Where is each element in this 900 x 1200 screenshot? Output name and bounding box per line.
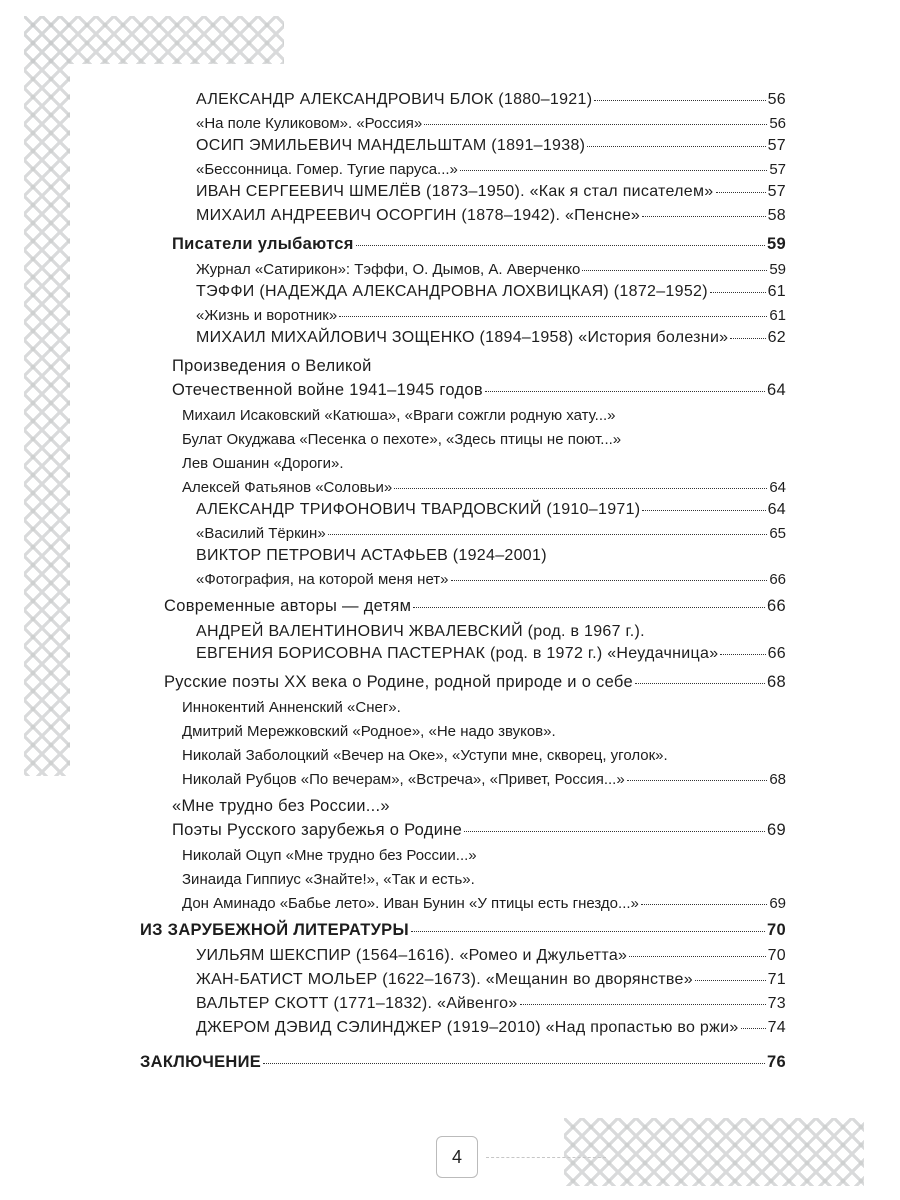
toc-entry-page: 66 (767, 597, 786, 615)
toc-entry-page: 66 (769, 571, 786, 588)
toc-entry (196, 284, 786, 300)
toc-leader-dots (635, 683, 765, 684)
embroidery-ornament-bottom (564, 1118, 864, 1186)
toc-entry (196, 948, 786, 964)
toc-entry-title: МИХАИЛ МИХАЙЛОВИЧ ЗОЩЕНКО (1894–1958) «История болезни» (196, 329, 729, 346)
toc-entry-title: Николай Оцуп «Мне трудно без России...» (182, 847, 477, 864)
toc-entry (182, 724, 786, 739)
toc-entry-page: 76 (767, 1053, 786, 1071)
toc-leader-dots (730, 338, 765, 339)
toc-leader-dots (424, 124, 767, 125)
page-number: 4 (436, 1136, 478, 1178)
toc-entry (196, 572, 786, 587)
toc-entry-title: Николай Рубцов «По вечерам», «Встреча», «Привет, Россия...» (182, 771, 625, 788)
toc-entry-title: ОСИП ЭМИЛЬЕВИЧ МАНДЕЛЬШТАМ (1891–1938) (196, 137, 586, 154)
toc-entry (196, 502, 786, 518)
embroidery-ornament-left (24, 16, 70, 776)
toc-entry (196, 208, 786, 224)
toc-entry (172, 798, 786, 815)
toc-entry-title: Отечественной войне 1941–1945 годов (172, 381, 483, 399)
toc-entry (196, 548, 786, 564)
toc-entry-title: Зинаида Гиппиус «Знайте!», «Так и есть». (182, 871, 475, 888)
toc-entry (196, 526, 786, 541)
toc-entry-title: Поэты Русского зарубежья о Родине (172, 821, 463, 839)
toc-entry (196, 184, 786, 200)
toc-entry-title: Произведения о Великой (172, 357, 372, 375)
toc-entry-title: Михаил Исаковский «Катюша», «Враги сожгли родную хату...» (182, 407, 616, 424)
toc-entry-title: Иннокентий Анненский «Снег». (182, 699, 401, 716)
toc-entry-title: Алексей Фатьянов «Соловьи» (182, 479, 393, 496)
toc-entry (182, 456, 786, 471)
toc-leader-dots (587, 146, 765, 147)
toc-entry-title: «Жизнь и воротник» (196, 307, 338, 324)
toc-entry-title: Дмитрий Мережковский «Родное», «Не надо звуков». (182, 723, 556, 740)
toc-entry-title: Современные авторы — детям (164, 597, 412, 615)
toc-entry-title: «Василий Тёркин» (196, 525, 326, 542)
toc-leader-dots (485, 391, 765, 392)
toc-entry-title: Журнал «Сатирикон»: Тэффи, О. Дымов, А. Аверченко (196, 261, 581, 278)
toc-entry (196, 92, 786, 108)
toc-entry-page: 57 (767, 183, 786, 200)
toc-entry (196, 330, 786, 346)
toc-entry (182, 896, 786, 911)
toc-leader-dots (394, 488, 767, 489)
toc-entry-page: 66 (767, 645, 786, 662)
toc-entry (182, 848, 786, 863)
toc-entry-page: 64 (769, 479, 786, 496)
toc-leader-dots (695, 980, 766, 981)
toc-leader-dots (413, 607, 765, 608)
toc-entry-title: «Мне трудно без России...» (172, 797, 390, 815)
toc-entry-title: Лев Ошанин «Дороги». (182, 455, 344, 472)
toc-entry-page: 68 (769, 771, 786, 788)
toc-entry-page: 69 (767, 821, 786, 839)
toc-entry (196, 972, 786, 988)
toc-leader-dots (641, 904, 767, 905)
toc-leader-dots (716, 192, 766, 193)
toc-leader-dots (263, 1063, 765, 1064)
toc-entry-title: ДЖЕРОМ ДЭВИД СЭЛИНДЖЕР (1919–2010) «Над пропастью во ржи» (196, 1019, 739, 1036)
toc-leader-dots (710, 292, 766, 293)
toc-entry-title: ИЗ ЗАРУБЕЖНОЙ ЛИТЕРАТУРЫ (140, 921, 409, 939)
toc-entry-title: ВИКТОР ПЕТРОВИЧ АСТАФЬЕВ (1924–2001) (196, 547, 547, 564)
toc-entry-page: 58 (767, 207, 786, 224)
toc-leader-dots (356, 245, 765, 246)
toc-entry-title: ЖАН-БАТИСТ МОЛЬЕР (1622–1673). «Мещанин во дворянстве» (196, 971, 693, 988)
toc-entry-title: АНДРЕЙ ВАЛЕНТИНОВИЧ ЖВАЛЕВСКИЙ (род. в 1967 г.). (196, 623, 645, 640)
toc-entry (164, 674, 786, 691)
toc-entry (172, 822, 786, 839)
book-page (24, 16, 864, 1186)
toc-entry-page: 74 (767, 1019, 786, 1036)
toc-leader-dots (629, 956, 765, 957)
toc-entry (172, 358, 786, 375)
toc-entry-page: 64 (767, 381, 786, 399)
toc-entry-title: Булат Окуджава «Песенка о пехоте», «Здесь птицы не поют...» (182, 431, 622, 448)
toc-entry (196, 1020, 786, 1036)
toc-entry-title: УИЛЬЯМ ШЕКСПИР (1564–1616). «Ромео и Джульетта» (196, 947, 628, 964)
toc-entry (172, 236, 786, 253)
toc-leader-dots (627, 780, 768, 781)
toc-entry-title: Дон Аминадо «Бабье лето». Иван Бунин «У птицы есть гнездо...» (182, 895, 639, 912)
toc-entry-page: 59 (767, 235, 786, 253)
toc-leader-dots (411, 931, 765, 932)
toc-entry-title: ЗАКЛЮЧЕНИЕ (140, 1053, 262, 1071)
toc-entry (182, 772, 786, 787)
toc-entry-title: Николай Заболоцкий «Вечер на Оке», «Уступи мне, скворец, уголок». (182, 747, 668, 764)
toc-leader-dots (520, 1004, 766, 1005)
toc-entry-title: ТЭФФИ (НАДЕЖДА АЛЕКСАНДРОВНА ЛОХВИЦКАЯ) (1872–1952) (196, 283, 708, 300)
toc-entry-page: 70 (767, 947, 786, 964)
toc-entry-page: 70 (767, 921, 786, 939)
toc-entry (196, 162, 786, 177)
toc-entry-page: 61 (767, 283, 786, 300)
toc-leader-dots (460, 170, 767, 171)
toc-leader-dots (339, 316, 767, 317)
embroidery-ornament-top (24, 16, 284, 64)
toc-entry-title: ИВАН СЕРГЕЕВИЧ ШМЕЛЁВ (1873–1950). «Как я стал писателем» (196, 183, 714, 200)
toc-entry-page: 73 (767, 995, 786, 1012)
toc-leader-dots (720, 654, 765, 655)
toc-leader-dots (451, 580, 768, 581)
toc-entry-title: «Фотография, на которой меня нет» (196, 571, 449, 588)
toc-entry (196, 996, 786, 1012)
toc-entry-page: 64 (767, 501, 786, 518)
toc-entry (140, 922, 786, 939)
toc-entry-page: 59 (769, 261, 786, 278)
toc-entry (196, 116, 786, 131)
toc-entry-title: «На поле Куликовом». «Россия» (196, 115, 423, 132)
toc-entry-title: АЛЕКСАНДР АЛЕКСАНДРОВИЧ БЛОК (1880–1921) (196, 91, 593, 108)
toc-entry (182, 700, 786, 715)
toc-entry (172, 382, 786, 399)
toc-entry-page: 71 (767, 971, 786, 988)
toc-entry (182, 748, 786, 763)
toc-entry-title: Писатели улыбаются (172, 235, 354, 253)
toc-leader-dots (642, 510, 765, 511)
toc-entry (196, 138, 786, 154)
toc-entry-page: 57 (769, 161, 786, 178)
toc-entry (196, 646, 786, 662)
toc-entry (196, 624, 786, 640)
toc-entry-page: 69 (769, 895, 786, 912)
toc-entry-title: АЛЕКСАНДР ТРИФОНОВИЧ ТВАРДОВСКИЙ (1910–1971) (196, 501, 641, 518)
toc-entry-page: 65 (769, 525, 786, 542)
toc-entry-page: 61 (769, 307, 786, 324)
toc-entry (182, 408, 786, 423)
toc-entry (140, 1054, 786, 1071)
toc-entry (164, 598, 786, 615)
toc-leader-dots (582, 270, 767, 271)
toc-entry (196, 308, 786, 323)
toc-entry-title: «Бессонница. Гомер. Тугие паруса...» (196, 161, 458, 178)
toc-entry (182, 872, 786, 887)
toc-leader-dots (594, 100, 765, 101)
toc-entry (182, 480, 786, 495)
toc-leader-dots (328, 534, 768, 535)
toc-entry-page: 68 (767, 673, 786, 691)
toc-entry-title: Русские поэты XX века о Родине, родной природе и о себе (164, 673, 633, 691)
toc-leader-dots (741, 1028, 766, 1029)
toc-entry-page: 56 (767, 91, 786, 108)
toc-entry-title: ВАЛЬТЕР СКОТТ (1771–1832). «Айвенго» (196, 995, 518, 1012)
toc-entry (196, 262, 786, 277)
toc-entry-title: ЕВГЕНИЯ БОРИСОВНА ПАСТЕРНАК (род. в 1972 г.) «Неудачница» (196, 645, 719, 662)
toc-entry (182, 432, 786, 447)
toc-leader-dots (464, 831, 765, 832)
page-number-dashed-line (486, 1157, 606, 1158)
toc-entry-page: 56 (769, 115, 786, 132)
toc-entry-page: 57 (767, 137, 786, 154)
toc-leader-dots (642, 216, 765, 217)
toc-entry-title: МИХАИЛ АНДРЕЕВИЧ ОСОРГИН (1878–1942). «Пенсне» (196, 207, 641, 224)
toc-entry-page: 62 (767, 329, 786, 346)
